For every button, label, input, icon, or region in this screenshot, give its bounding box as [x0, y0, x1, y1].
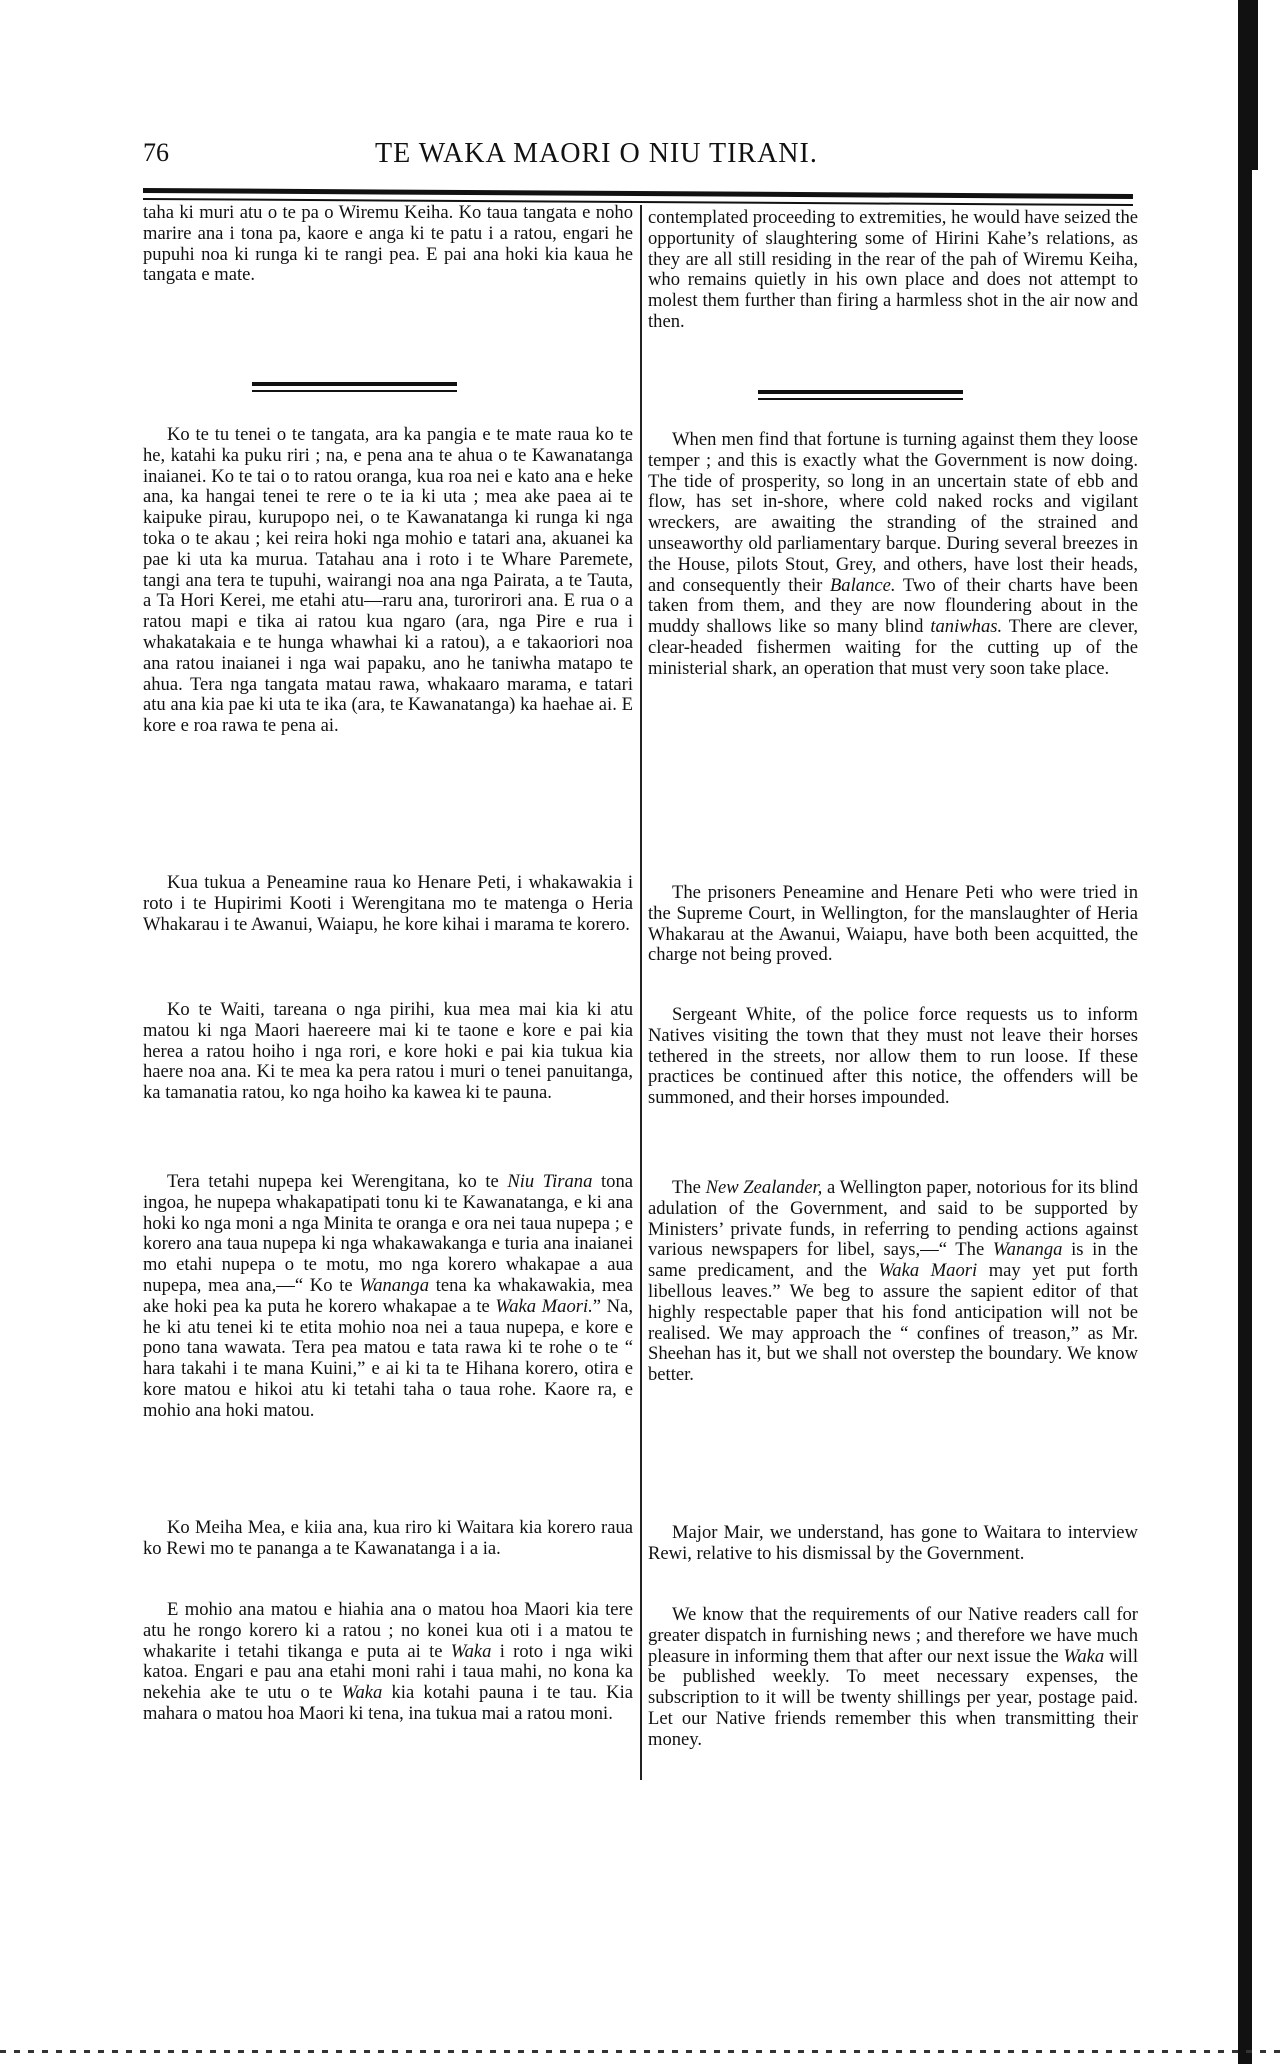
- english-paragraph-weekly: [648, 1605, 1138, 1751]
- text-segment: The prisoners Peneamine and Henare Peti who were tried in the Supreme Court, in Wellington, for the manslaughter of Heria Whakarau at the Awanui, Waiapu, have both been acquitted, the charge not being proved.: [648, 882, 1138, 966]
- text-segment: tena ka whakawakia, mea ake hoki pea ka puta he korero whakapae a te: [143, 1274, 633, 1317]
- text-segment: E mohio ana matou e hiahia ana o matou hoa Maori kia tere atu he rongo korero ki a ratou ; no konei kua oti i a matou te whakarite i tetahi tikanga e puta ai te: [143, 1599, 633, 1662]
- section-separator-left: [252, 382, 457, 392]
- section-separator-right: [758, 390, 963, 400]
- italic-text-segment: Balance.: [829, 574, 896, 596]
- maori-paragraph-major-mair: [143, 1518, 633, 1560]
- maori-paragraph-newspaper: [143, 1172, 633, 1422]
- text-segment: Kua tukua a Peneamine raua ko Henare Peti, i whakawakia i roto i te Hupirimi Kooti i Werengitana mo te matenga o Heria Whakarau i te Awanui, Waiapu, he kore kihai i marama te korero.: [143, 872, 633, 935]
- text-segment: may yet put forth libellous leaves.” We beg to assure the sapient editor of that highly respectable paper that his fond anticipation will not be realised. We may approach the “ confines of treason,” as Mr. Sheehan has it, but we shall not overstep the boundary. We know better.: [648, 1260, 1138, 1386]
- italic-text-segment: Niu Tirana: [507, 1171, 593, 1192]
- page-number: 76: [143, 138, 169, 167]
- page-edge-scan-border-top: [1242, 0, 1258, 170]
- text-segment: Ko Meiha Mea, e kiia ana, kua riro ki Waitara kia korero raua ko Rewi mo te pananga a te Kawanatanga i a ia.: [143, 1517, 633, 1559]
- text-segment: The: [672, 1177, 706, 1198]
- text-segment: taha ki muri atu o te pa o Wiremu Keiha. Ko taua tangata e noho marire ana i tona pa, kaore e anga ki te patu i a ratou, engari he pupuhi noa ki runga ki te rangi pea. E pai ana hoki kia kaua he tangata e mate.: [143, 202, 633, 286]
- text-segment: Two of their charts have been taken from them, and they are now floundering about in the muddy shallows like so many blind: [648, 574, 1138, 638]
- english-paragraph-acquittal: [648, 883, 1138, 966]
- scan-bottom-edge: [0, 2050, 1280, 2053]
- text-segment: Tera tetahi nupepa kei Werengitana, ko te: [167, 1171, 508, 1192]
- italic-text-segment: taniwhas.: [930, 616, 1003, 638]
- english-paragraph-major-mair: [648, 1523, 1138, 1565]
- text-segment: We know that the requirements of our Native readers call for greater dispatch in furnishing news ; and therefore we have much pleasure in informing them that after our next issue the: [648, 1604, 1138, 1667]
- text-segment: a Wellington paper, notorious for its blind adulation of the Government, and said to be supported by Ministers’ private funds, in referring to pending actions against various newspapers for libel, says,—“ The: [648, 1177, 1138, 1261]
- text-segment: kia kotahi pauna i te tau. Kia mahara o matou hoa Maori ki tena, ina tukua mai a ratou moni.: [143, 1682, 634, 1724]
- italic-text-segment: Waka: [450, 1640, 492, 1662]
- english-paragraph-newspaper: [648, 1178, 1138, 1386]
- maori-paragraph-editorial: [143, 425, 633, 737]
- english-paragraph-horses: [648, 1005, 1138, 1109]
- text-segment: contemplated proceeding to extremities, he would have seized the opportunity of slaughtering some of Hirini Kahe’s relations, as they are all still residing in the rear of the pah of Wiremu Keiha, who remains quietly in his own place and does not attempt to molest them further than firing a harmless shot in the air now and then.: [648, 207, 1138, 332]
- masthead-title: TE WAKA MAORI O NIU TIRANI.: [375, 138, 818, 169]
- text-segment: Ko te Waiti, tareana o nga pirihi, kua mea mai kia ki atu matou ki nga Maori haereere mai ki te taone e kore e pai kia herea a ratou hoiho i nga rori, e kore hoki e pai kia tukua kia haere noa ana. Ki te mea ka pera ratou i muri o tenei panuitanga, ka tamanatia ratou, ko nga hoiho ka kawea ki te pauna.: [143, 999, 633, 1104]
- italic-text-segment: Waka: [341, 1682, 383, 1704]
- maori-paragraph-weekly: [143, 1600, 633, 1725]
- english-paragraph-editorial: [648, 430, 1138, 680]
- text-segment: Ko te tu tenei o te tangata, ara ka pangia e te mate raua ko te he, katahi ka puku riri ; na, e pena ana te ahua o te Kawanatanga inaianei. Ko te tai o to ratou oranga, kua roa nei e kato ana e heke ana, ka hangai tenei te rere o te ia ki uta ; mea ake paea ai te kaipuke pirau, kurupopo nei, o te Kawanatanga ki runga ki nga toka o te akau ; kei reira hoki nga mohio e tatari ana, akuanei ka pae ki uta ka murua. Tatahau ana i roto i te Whare Paremete, tangi ana tera te tupuhi, wairangi noa ana nga Pairata, a te Tauta, a Ta Hori Kerei, me etahi atu—raru ana, turorirori ana. E rua o a ratou mapi e tika ai ratou kua ngaro (ara, nga Pire e rua i whakatakaia e te hunga whawhai ki a ratou), a e takaoriori noa ana ratou inaianei i nga wai papaku, ano he taniwha matapo te ahua. Tera nga tangata matau rawa, whakaaro marama, e tatari atu ana kia pae ki uta te ika (ara, te Kawanatanga) ka haehae ai. E kore e roa rawa te pena ai.: [143, 424, 633, 737]
- text-segment: When men find that fortune is turning against them they loose temper ; and this is exactly what the Government is now doing. The tide of prosperity, so long in an uncertain state of ebb and flow, has set in-shore, where cold naked rocks and vigilant wreckers, are awaiting the stranding of the strained and unseaworthy old parliamentary barque. During several breezes in the House, pilots Stout, Grey, and others, have lost their heads, and consequently their: [648, 429, 1138, 596]
- text-segment: Major Mair, we understand, has gone to Waitara to interview Rewi, relative to his dismissal by the Government.: [648, 1522, 1138, 1564]
- italic-text-segment: New Zealander,: [705, 1177, 823, 1198]
- maori-paragraph-horses: [143, 1000, 633, 1104]
- italic-text-segment: Waka: [1063, 1645, 1105, 1667]
- italic-text-segment: Wananga: [359, 1274, 429, 1296]
- text-segment: tona ingoa, he nupepa whakapatipati tonu ki te Kawanatanga, e ki ana hoki ko nga moni a nga Minita te oranga e ora nei taua nupepa ; e korero ana taua nupepa ki nga whakawakanga e turia ana inaianei mo etahi nupepa o te motu, mo nga korero whakapae a aua nupepa, mea ana,—“ Ko te: [143, 1171, 633, 1296]
- italic-text-segment: Waka Maori: [878, 1260, 978, 1282]
- column-divider: [640, 205, 642, 1780]
- maori-paragraph-continuation: [143, 203, 633, 286]
- text-segment: There are clever, clear-headed fishermen waiting for the cutting up of the ministerial shark, an operation that must very soon take place.: [648, 616, 1138, 679]
- text-segment: is in the same predicament, and the: [648, 1239, 1138, 1282]
- text-segment: Sergeant White, of the police force requests us to inform Natives visiting the town that they must not leave their horses tethered in the streets, nor allow them to run loose. If these practices be continued after this notice, the offenders will be summoned, and their horses impounded.: [648, 1004, 1138, 1109]
- english-paragraph-continuation: [648, 208, 1138, 333]
- italic-text-segment: Waka Maori.: [495, 1295, 593, 1317]
- text-segment: will be published weekly. To meet necessary expenses, the subscription to it will be twenty shillings per year, postage paid. Let our Native friends remember this when transmitting their money.: [648, 1645, 1139, 1750]
- header-rule-thick: [143, 188, 1133, 199]
- italic-text-segment: Wananga: [992, 1239, 1063, 1261]
- text-segment: i roto i nga wiki katoa. Engari e pau ana etahi moni rahi i taua mahi, no kona ka nekehia ake te utu o te: [143, 1640, 633, 1704]
- maori-paragraph-acquittal: [143, 873, 633, 935]
- text-segment: ” Na, he ki atu tenei ki te etita mohio noa nei a taua nupepa, e kore e pono tana wawata. Tera pea matou e tata rawa ki te rohe o te “ hara takahi i te mana Kuini,” e ai ki ta te Hihana korero, otira e kore matou e hikoi atu ki tetahi taha o taua rohe. Kaore ra, e mohio ana hoki matou.: [143, 1295, 633, 1421]
- page-edge-scan-border: [1238, 0, 1252, 2064]
